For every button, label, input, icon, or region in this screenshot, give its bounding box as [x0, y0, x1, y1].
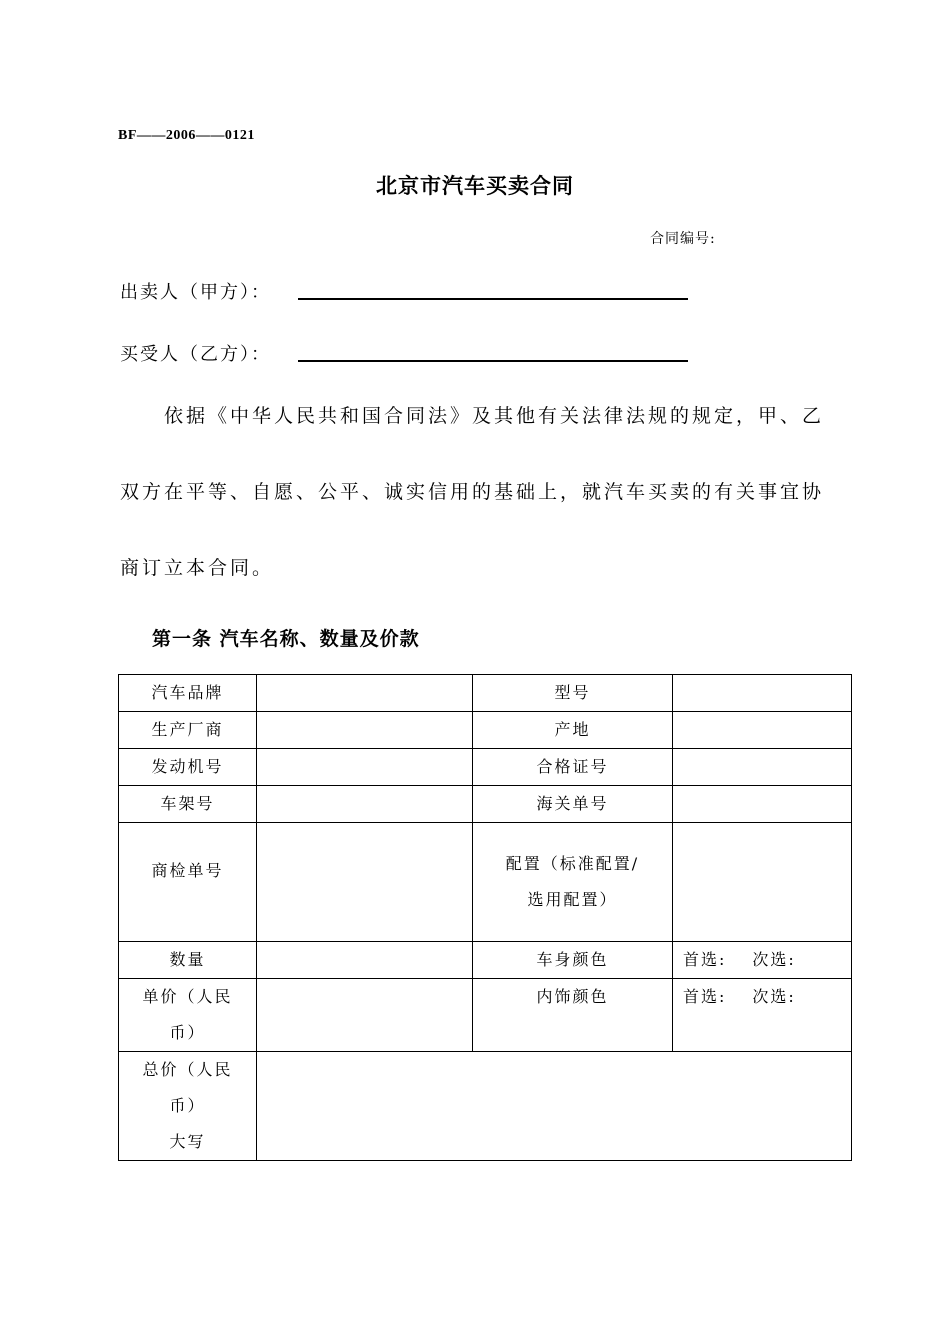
interior-color-second-choice: 次选:	[752, 987, 796, 1006]
total-price-line2: 币）	[169, 1096, 206, 1115]
table-row	[119, 823, 852, 942]
table-row	[119, 979, 852, 1052]
model-value-cell[interactable]	[673, 675, 852, 712]
buyer-blank-line[interactable]	[298, 360, 688, 362]
unit-price-line1: 单价（人民	[142, 987, 233, 1006]
total-price-line3: 大写	[169, 1132, 206, 1151]
brand-label: 汽车品牌	[119, 675, 257, 712]
total-price-label	[119, 1052, 257, 1161]
config-label	[473, 823, 673, 942]
cert-no-label: 合格证号	[473, 749, 673, 786]
customs-no-value-cell[interactable]	[673, 786, 852, 823]
inspection-no-text: 商检单号	[151, 861, 224, 880]
frame-no-label: 车架号	[119, 786, 257, 823]
preamble-text: 依据《中华人民共和国合同法》及其他有关法律法规的规定，甲、乙双方在平等、自愿、公平、诚实信用的基础上，就汽车买卖的有关事宜协商订立本合同。	[120, 405, 825, 579]
config-label-line1: 配置（标准配置/	[505, 854, 640, 873]
interior-color-value-cell[interactable]	[673, 979, 852, 1052]
quantity-label: 数量	[119, 942, 257, 979]
body-color-label: 车身颜色	[473, 942, 673, 979]
body-color-first-choice: 首选:	[683, 950, 727, 969]
body-color-second-choice: 次选:	[752, 950, 796, 969]
config-value-cell[interactable]	[673, 823, 852, 942]
unit-price-value-cell[interactable]	[257, 979, 473, 1052]
origin-label: 产地	[473, 712, 673, 749]
table-row	[119, 749, 852, 786]
seller-label: 出卖人（甲方）：	[120, 282, 271, 303]
interior-color-label: 内饰颜色	[473, 979, 673, 1052]
engine-no-value-cell[interactable]	[257, 749, 473, 786]
total-price-value-cell[interactable]	[257, 1052, 852, 1161]
frame-no-value-cell[interactable]	[257, 786, 473, 823]
interior-color-first-choice: 首选:	[683, 987, 727, 1006]
seller-blank-line[interactable]	[298, 298, 688, 300]
total-price-line1: 总价（人民	[142, 1060, 233, 1079]
brand-value-cell[interactable]	[257, 675, 473, 712]
table-row	[119, 1052, 852, 1161]
document-code: BF——2006——0121	[118, 128, 255, 143]
inspection-no-label	[119, 823, 257, 942]
contract-number-label: 合同编号:	[650, 231, 716, 247]
cert-no-value-cell[interactable]	[673, 749, 852, 786]
manufacturer-label: 生产厂商	[119, 712, 257, 749]
customs-no-label: 海关单号	[473, 786, 673, 823]
unit-price-line2: 币）	[169, 1023, 206, 1042]
table-row	[119, 712, 852, 749]
table-row	[119, 786, 852, 823]
inspection-no-value-cell[interactable]	[257, 823, 473, 942]
quantity-value-cell[interactable]	[257, 942, 473, 979]
origin-value-cell[interactable]	[673, 712, 852, 749]
preamble-paragraph	[120, 378, 832, 606]
page-title: 北京市汽车买卖合同	[376, 174, 574, 198]
manufacturer-value-cell[interactable]	[257, 712, 473, 749]
table-row	[119, 942, 852, 979]
unit-price-label	[119, 979, 257, 1052]
model-label: 型号	[473, 675, 673, 712]
engine-no-label: 发动机号	[119, 749, 257, 786]
table-row	[119, 675, 852, 712]
body-color-value-cell[interactable]	[673, 942, 852, 979]
section-1-title: 第一条 汽车名称、数量及价款	[152, 628, 420, 650]
config-label-line2: 选用配置）	[527, 890, 618, 909]
buyer-label: 买受人（乙方）：	[120, 344, 271, 365]
vehicle-info-table	[118, 674, 852, 1161]
